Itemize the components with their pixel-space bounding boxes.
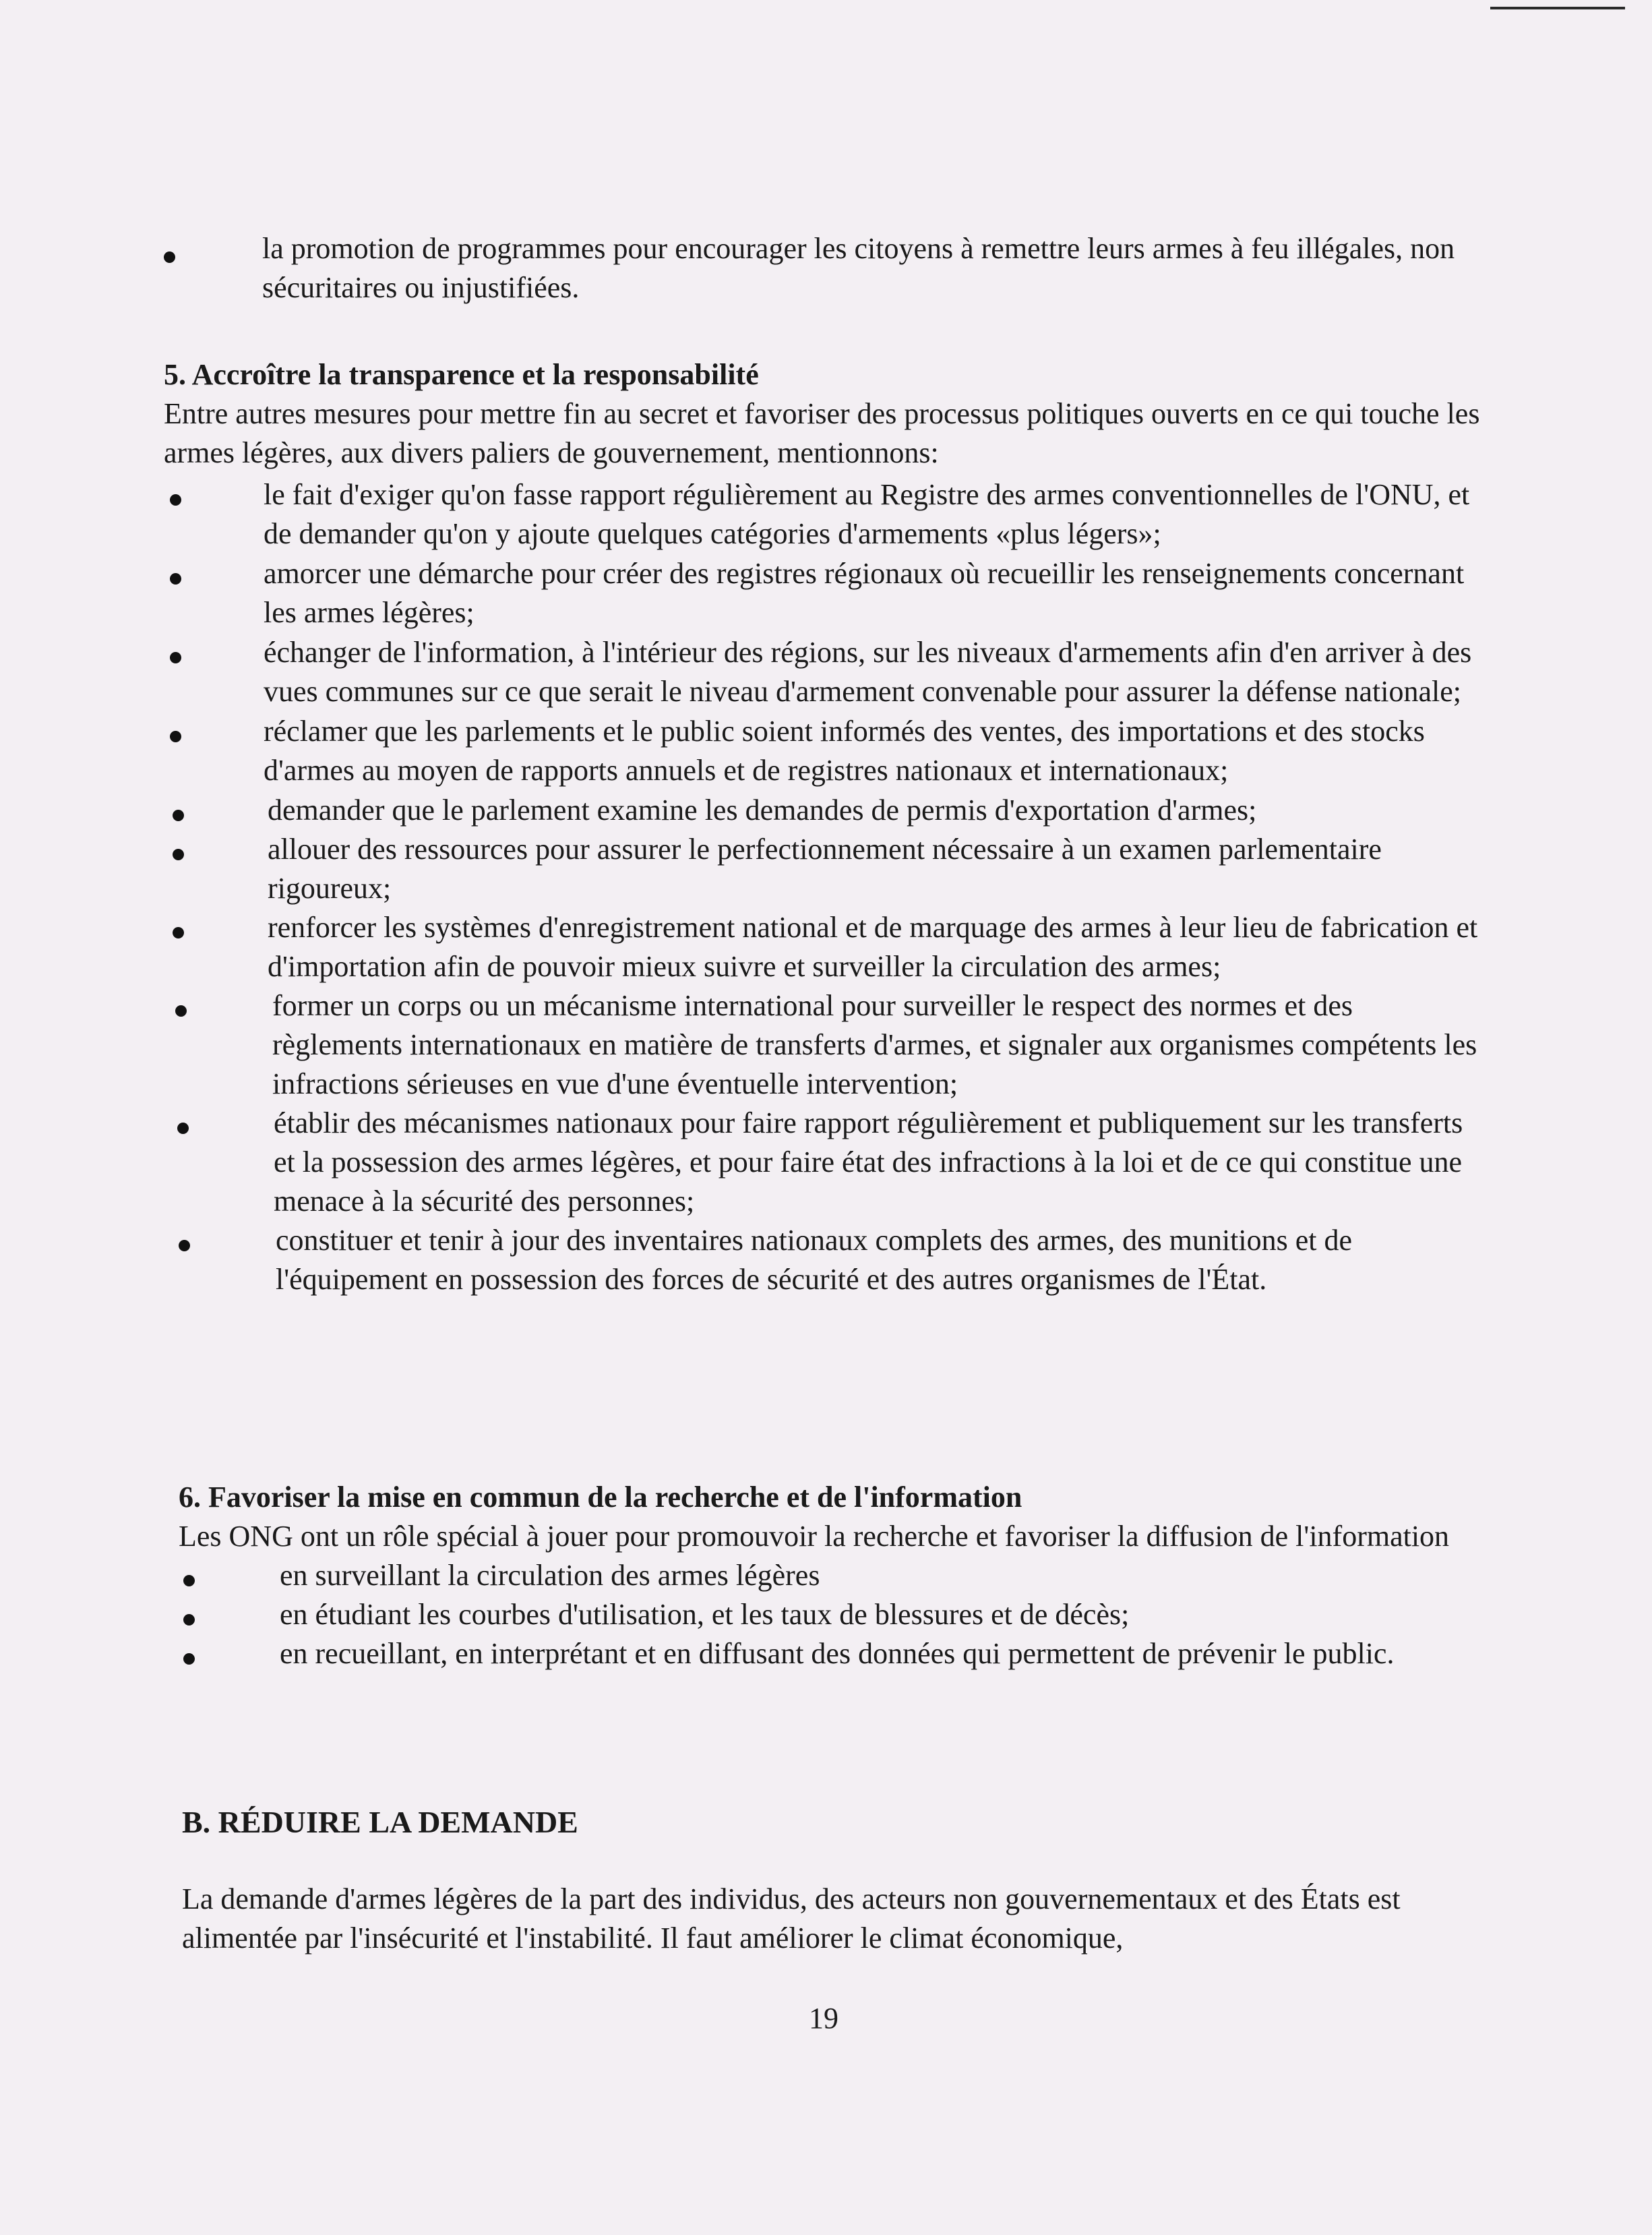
bullet-icon — [170, 731, 181, 742]
section-heading: 5. Accroître la transparence et la responsabilité — [164, 358, 759, 391]
page-number: 19 — [809, 2002, 838, 2035]
bullet-icon — [173, 810, 184, 821]
list-item: en surveillant la circulation des armes légères — [179, 1556, 1486, 1595]
section-heading: 6. Favoriser la mise en commun de la recherche et de l'information — [179, 1481, 1022, 1514]
section-text: La demande d'armes légères de la part des individus, des acteurs non gouvernementaux et des États est alimentée par l'insécurité et l'instabilité. Il faut améliorer le climat économique, — [182, 1882, 1401, 1955]
bullet-icon — [173, 927, 184, 938]
list-item: réclamer que les parlements et le public soient informés des ventes, des importations et des stocks d'armes au moyen de rapports annuels et de registres nationaux et internationaux; — [164, 712, 1485, 790]
section-heading: B. RÉDUIRE LA DEMANDE — [182, 1805, 578, 1839]
section-intro: Les ONG ont un rôle spécial à jouer pour promouvoir la recherche et favoriser la diffusion de l'information — [179, 1520, 1450, 1553]
list-item: établir des mécanismes nationaux pour faire rapport régulièrement et publiquement sur les transferts et la possession des armes légères, et pour faire état des infractions à la loi et de ce qui constitue une menace à la sécurité des personnes; — [164, 1104, 1485, 1221]
bullet-icon — [170, 573, 181, 585]
list-item: demander que le parlement examine les demandes de permis d'exportation d'armes; — [164, 791, 1485, 830]
list-item: allouer des ressources pour assurer le perfectionnement nécessaire à un examen parlementaire rigoureux; — [164, 830, 1485, 908]
list-item: échanger de l'information, à l'intérieur des régions, sur les niveaux d'armements afin d'en arriver à des vues communes sur ce que serait le niveau d'armement convenable pour assurer la défense nationale; — [164, 633, 1485, 711]
bullet-icon — [173, 849, 184, 860]
section-6-list — [179, 1556, 1486, 1673]
section-intro: Entre autres mesures pour mettre fin au secret et favoriser des processus politiques ouverts en ce qui touche les armes légères, aux divers paliers de gouvernement, mentionnons: — [164, 397, 1480, 469]
bullet-icon — [170, 652, 181, 663]
bullet-icon — [177, 1123, 189, 1134]
list-item-text: la promotion de programmes pour encourager les citoyens à remettre leurs armes à feu illégales, non sécuritaires ou injustifiées. — [262, 232, 1455, 304]
bullet-icon — [164, 251, 175, 263]
section-6 — [179, 1478, 1486, 1673]
list-item: former un corps ou un mécanisme international pour surveiller le respect des normes et des règlements internationaux en matière de transferts d'armes, et signaler aux organismes compétents les infractions sérieuses en vue d'une éventuelle intervention; — [164, 986, 1485, 1104]
list-item: amorcer une démarche pour créer des registres régionaux où recueillir les renseignements concernant les armes légères; — [164, 554, 1485, 632]
bullet-icon — [183, 1614, 195, 1626]
intro-bullet-block — [164, 229, 1485, 307]
list-item: en recueillant, en interprétant et en diffusant des données qui permettent de prévenir le public. — [179, 1634, 1486, 1673]
section-b-body — [182, 1880, 1442, 1958]
section-5 — [164, 355, 1485, 1299]
list-item: renforcer les systèmes d'enregistrement national et de marquage des armes à leur lieu de fabrication et d'importation afin de pouvoir mieux suivre et surveiller la circulation des armes; — [164, 908, 1485, 986]
section-b — [182, 1804, 1436, 1840]
bullet-icon — [179, 1240, 190, 1251]
list-item: en étudiant les courbes d'utilisation, et les taux de blessures et de décès; — [179, 1595, 1486, 1634]
section-5-list — [164, 475, 1485, 1299]
bullet-icon — [183, 1575, 195, 1586]
list-item: le fait d'exiger qu'on fasse rapport régulièrement au Registre des armes conventionnelles de l'ONU, et de demander qu'on y ajoute quelques catégories d'armements «plus légers»; — [164, 475, 1485, 554]
list-item — [164, 229, 1485, 307]
bullet-icon — [170, 494, 181, 506]
list-item: constituer et tenir à jour des inventaires nationaux complets des armes, des munitions et de l'équipement en possession des forces de sécurité et des autres organismes de l'État. — [164, 1221, 1485, 1299]
corner-mark — [1490, 7, 1625, 9]
bullet-icon — [183, 1653, 195, 1665]
bullet-icon — [175, 1005, 187, 1017]
